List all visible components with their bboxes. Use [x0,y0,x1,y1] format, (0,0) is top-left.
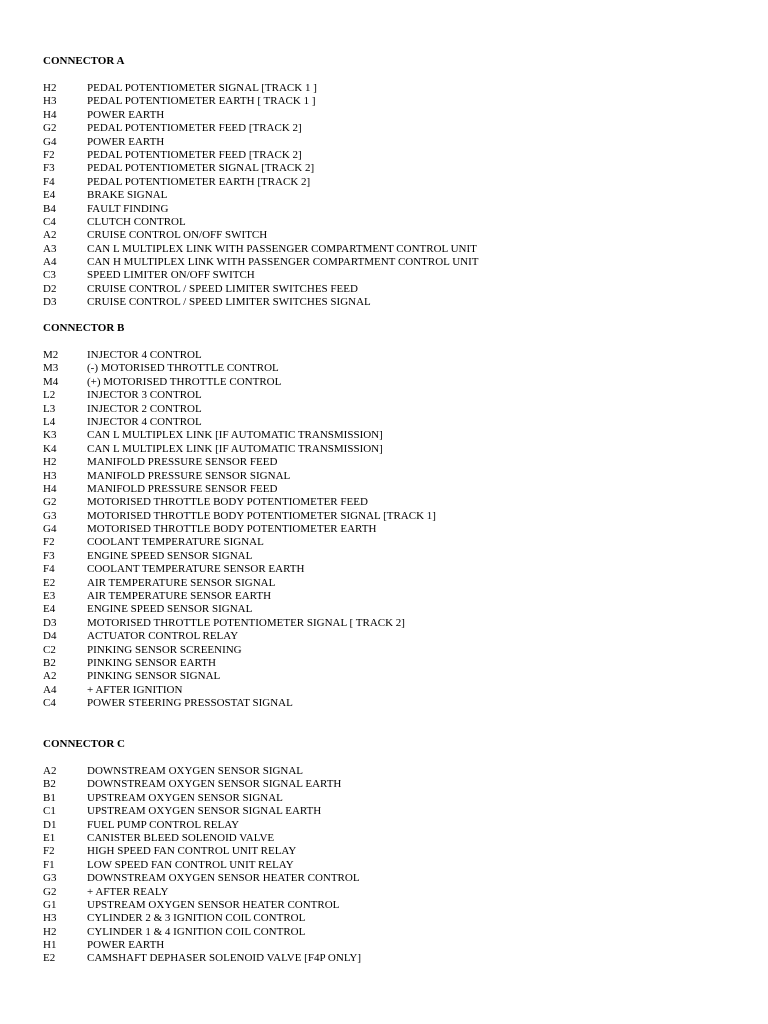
pin-description: ACTUATOR CONTROL RELAY [87,630,239,643]
pin-row [43,283,743,296]
pin-description: ENGINE SPEED SENSOR SIGNAL [87,549,253,562]
pin-description: UPSTREAM OXYGEN SENSOR SIGNAL EARTH [87,805,322,818]
pin-description: CANISTER BLEED SOLENOID VALVE [87,831,275,844]
pin-row [43,416,743,429]
pin-description: CAN L MULTIPLEX LINK WITH PASSENGER COMPARTMENT CONTROL UNIT [87,242,477,255]
pin-description: BRAKE SIGNAL [87,189,168,202]
pin-row [43,805,743,818]
pin-description: PEDAL POTENTIOMETER EARTH [ TRACK 1 ] [87,95,316,108]
pin-id: A2 [43,670,57,683]
pin-description: PEDAL POTENTIOMETER SIGNAL [TRACK 2] [87,162,315,175]
pin-row [43,765,743,778]
pin-row [43,819,743,832]
pin-id: G3 [43,509,57,522]
pin-description: SPEED LIMITER ON/OFF SWITCH [87,269,255,282]
pin-description: PINKING SENSOR SIGNAL [87,670,221,683]
pin-row [43,872,743,885]
pin-id: A2 [43,765,57,777]
pin-row [43,550,743,563]
pin-id: H4 [43,482,57,495]
pin-row [43,845,743,858]
pin-id: E4 [43,189,56,202]
pin-id: G4 [43,523,57,536]
pin-id: G3 [43,872,57,885]
pin-description: CRUISE CONTROL / SPEED LIMITER SWITCHES FEED [87,282,358,295]
pin-row [43,229,743,242]
pin-description: CAN H MULTIPLEX LINK WITH PASSENGER COMPARTMENT CONTROL UNIT [87,256,479,269]
pin-description: CLUTCH CONTROL [87,215,186,228]
pin-description: MOTORISED THROTTLE BODY POTENTIOMETER FEED [87,496,368,509]
pin-description: PEDAL POTENTIOMETER SIGNAL [TRACK 1 ] [87,82,317,94]
pin-id: C4 [43,697,56,710]
pin-description: DOWNSTREAM OXYGEN SENSOR SIGNAL EARTH [87,778,342,791]
pin-id: G2 [43,885,57,898]
pin-description: AIR TEMPERATURE SENSOR SIGNAL [87,576,276,589]
connector-b-section [43,322,743,710]
pin-row [43,296,743,309]
pin-row [43,899,743,912]
pin-row [43,256,743,269]
pin-description: UPSTREAM OXYGEN SENSOR HEATER CONTROL [87,898,340,911]
pin-id: F2 [43,148,55,161]
pin-row [43,269,743,282]
pin-id: F1 [43,858,55,871]
pin-description: PEDAL POTENTIOMETER EARTH [TRACK 2] [87,175,311,188]
pin-row [43,82,743,95]
pin-id: F2 [43,845,55,858]
pin-row [43,657,743,670]
pin-row [43,630,743,643]
pin-description: MOTORISED THROTTLE BODY POTENTIOMETER EARTH [87,523,377,536]
pin-id: F4 [43,175,55,188]
pin-description: CYLINDER 1 & 4 IGNITION COIL CONTROL [87,925,306,938]
pin-row [43,886,743,899]
pin-id: H3 [43,469,57,482]
pin-description: INJECTOR 4 CONTROL [87,349,202,361]
pin-row [43,832,743,845]
pin-row [43,216,743,229]
pin-row [43,697,743,710]
pin-row [43,603,743,616]
pin-description: LOW SPEED FAN CONTROL UNIT RELAY [87,858,294,871]
pin-row [43,456,743,469]
pin-id: C4 [43,215,56,228]
pin-row [43,429,743,442]
pin-description: POWER EARTH [87,939,165,952]
pin-description: DOWNSTREAM OXYGEN SENSOR SIGNAL [87,765,304,777]
pin-id: G2 [43,496,57,509]
pin-row [43,510,743,523]
pin-description: POWER STEERING PRESSOSTAT SIGNAL [87,697,293,710]
pin-row [43,670,743,683]
pin-id: H2 [43,456,57,469]
pin-id: G2 [43,122,57,135]
pin-description: PEDAL POTENTIOMETER FEED [TRACK 2] [87,148,302,161]
pin-id: H1 [43,939,57,952]
pin-id: F4 [43,563,55,576]
pin-description: (+) MOTORISED THROTTLE CONTROL [87,375,282,388]
pin-description: CAN L MULTIPLEX LINK [IF AUTOMATIC TRANSMISSION] [87,442,383,455]
pin-description: PINKING SENSOR SCREENING [87,643,242,656]
pin-row [43,109,743,122]
pin-id: A3 [43,242,57,255]
pin-row [43,859,743,872]
pin-description: PINKING SENSOR EARTH [87,656,216,669]
pin-row [43,243,743,256]
pin-id: D2 [43,282,57,295]
pin-row [43,523,743,536]
pin-row [43,136,743,149]
pin-row [43,926,743,939]
pin-description: + AFTER IGNITION [87,683,183,696]
pin-id: D4 [43,630,57,643]
pin-description: (-) MOTORISED THROTTLE CONTROL [87,362,279,375]
pin-id: B2 [43,778,56,791]
pin-description: AIR TEMPERATURE SENSOR EARTH [87,590,272,603]
pin-id: K3 [43,429,57,442]
pin-description: MOTORISED THROTTLE POTENTIOMETER SIGNAL [ TRACK 2] [87,616,405,629]
pin-id: L3 [43,402,56,415]
pin-row [43,590,743,603]
pin-id: F3 [43,549,55,562]
pin-row [43,349,743,362]
pin-id: M3 [43,362,59,375]
pin-description: HIGH SPEED FAN CONTROL UNIT RELAY [87,845,297,858]
pin-id: B4 [43,202,56,215]
pin-description: CRUISE CONTROL ON/OFF SWITCH [87,229,268,242]
pin-id: G1 [43,898,57,911]
pin-description: POWER EARTH [87,108,165,121]
pin-id: M2 [43,349,59,361]
pin-id: D1 [43,818,57,831]
pin-row [43,563,743,576]
connector-c-heading: CONNECTOR C [43,738,126,750]
pin-id: E3 [43,590,56,603]
pin-id: L4 [43,415,56,428]
pin-description: FUEL PUMP CONTROL RELAY [87,818,240,831]
pin-description: MANIFOLD PRESSURE SENSOR FEED [87,482,278,495]
connector-a-heading: CONNECTOR A [43,55,125,67]
pin-id: E4 [43,603,56,616]
pin-id: H3 [43,95,57,108]
pin-id: F2 [43,536,55,549]
pin-id: A4 [43,683,57,696]
pin-id: H2 [43,925,57,938]
pin-description: MANIFOLD PRESSURE SENSOR SIGNAL [87,469,291,482]
pin-id: E1 [43,831,56,844]
connector-c-section [43,738,743,965]
pin-id: K4 [43,442,57,455]
pin-description: INJECTOR 3 CONTROL [87,389,202,402]
pin-description: POWER EARTH [87,135,165,148]
connector-c-pin-list [43,765,743,966]
pin-description: INJECTOR 4 CONTROL [87,415,202,428]
pin-row [43,952,743,965]
pin-id: A2 [43,229,57,242]
connector-a-section [43,55,743,309]
pin-id: G4 [43,135,57,148]
pin-description: FAULT FINDING [87,202,169,215]
pin-row [43,389,743,402]
pin-row [43,203,743,216]
pin-id: H4 [43,108,57,121]
pin-row [43,176,743,189]
pin-description: + AFTER REALY [87,885,169,898]
connector-b-pin-list [43,349,743,711]
pin-id: C2 [43,643,56,656]
pin-description: PEDAL POTENTIOMETER FEED [TRACK 2] [87,122,302,135]
pin-id: B2 [43,656,56,669]
pin-id: A4 [43,256,57,269]
pin-row [43,483,743,496]
pin-row [43,577,743,590]
pin-row [43,912,743,925]
pin-id: D3 [43,296,57,309]
pin-row [43,443,743,456]
pin-row [43,536,743,549]
pin-description: DOWNSTREAM OXYGEN SENSOR HEATER CONTROL [87,872,360,885]
pin-description: CAN L MULTIPLEX LINK [IF AUTOMATIC TRANSMISSION] [87,429,383,442]
pin-description: ENGINE SPEED SENSOR SIGNAL [87,603,253,616]
pin-description: INJECTOR 2 CONTROL [87,402,202,415]
pin-id: M4 [43,375,59,388]
pin-id: L2 [43,389,56,402]
pin-row [43,470,743,483]
pin-row [43,95,743,108]
pin-row [43,122,743,135]
pin-row [43,162,743,175]
pin-id: C3 [43,269,56,282]
pin-row [43,617,743,630]
pin-row [43,778,743,791]
pin-id: E2 [43,952,56,965]
pin-row [43,403,743,416]
pin-row [43,362,743,375]
pin-row [43,644,743,657]
pin-id: H3 [43,912,57,925]
pin-id: H2 [43,82,57,94]
pin-id: E2 [43,576,56,589]
pin-id: F3 [43,162,55,175]
pin-row [43,189,743,202]
pin-description: UPSTREAM OXYGEN SENSOR SIGNAL [87,791,283,804]
pin-id: C1 [43,805,56,818]
pin-id: B1 [43,791,56,804]
pin-description: MANIFOLD PRESSURE SENSOR FEED [87,456,278,469]
pin-description: CRUISE CONTROL / SPEED LIMITER SWITCHES SIGNAL [87,296,371,309]
pin-description: COOLANT TEMPERATURE SENSOR EARTH [87,563,305,576]
pin-description: COOLANT TEMPERATURE SIGNAL [87,536,264,549]
pin-id: D3 [43,616,57,629]
pin-description: CYLINDER 2 & 3 IGNITION COIL CONTROL [87,912,306,925]
connector-b-heading: CONNECTOR B [43,322,125,334]
pin-row [43,496,743,509]
pin-row [43,684,743,697]
pin-description: CAMSHAFT DEPHASER SOLENOID VALVE [F4P ONLY] [87,952,362,965]
pin-row [43,376,743,389]
pin-description: MOTORISED THROTTLE BODY POTENTIOMETER SIGNAL [TRACK 1] [87,509,436,522]
pin-row [43,939,743,952]
connector-a-pin-list [43,82,743,310]
pin-row [43,792,743,805]
pin-row [43,149,743,162]
